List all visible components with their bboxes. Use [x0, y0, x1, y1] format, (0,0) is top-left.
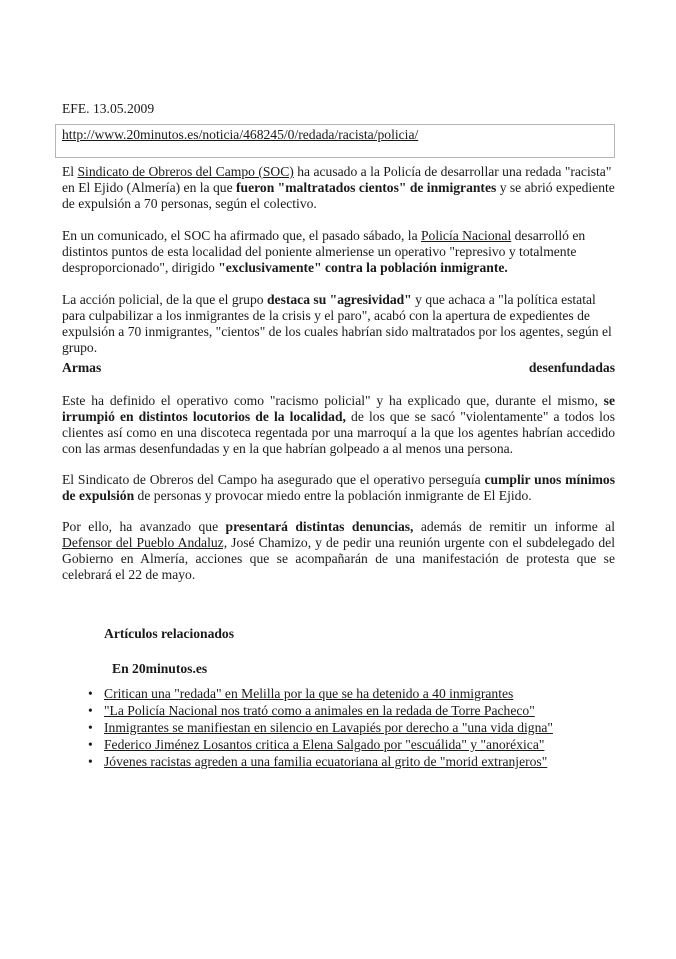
p5-text-2: de personas y provocar miedo entre la población inmigrante de El Ejido.: [134, 488, 532, 503]
paragraph-1: El Sindicato de Obreros del Campo (SOC) ha acusado a la Policía de desarrollar una redada "racista" en El Ejido (Almería) en la que fueron "maltratados cientos" de inmigrantes y se abrió expediente de expulsión a 70 personas, según el colectivo.: [62, 164, 615, 211]
soc-link[interactable]: Sindicato de Obreros del Campo (SOC): [77, 164, 294, 179]
list-item: [86, 703, 554, 720]
p6-text-1: Por ello, ha avanzado que: [62, 519, 226, 534]
p1-bold-1: fueron "maltratados cientos" de inmigrantes: [236, 180, 497, 195]
paragraph-2: [62, 228, 615, 276]
p6-text-2: además de remitir un informe al: [413, 519, 615, 534]
defensor-link[interactable]: Defensor del Pueblo Andaluz,: [62, 535, 228, 550]
p5-text-1: El Sindicato de Obreros del Campo ha asegurado que el operativo perseguía: [62, 472, 485, 487]
section-heading: [62, 360, 615, 376]
p2-text-2: desarrolló en distintos puntos de esta localidad del poniente almeriense un operativo "represivo y totalmente desproporcionado", dirigido: [62, 228, 586, 275]
paragraph-3: [62, 292, 615, 356]
related-link-1[interactable]: Critican una "redada" en Melilla por la que se ha detenido a 40 inmigrantes: [104, 686, 514, 701]
url-box: [55, 124, 615, 158]
p3-text-2: y que achaca a "la política estatal para culpabilizar a los inmigrantes de la crisis y el paro", acabó con la apertura de expedientes de expulsión a 70 inmigrantes, "cientos" de los cuales habrían sido maltratados por los agentes, según el grupo.: [62, 292, 612, 355]
paragraph-6: [62, 519, 615, 583]
list-item: [86, 737, 554, 754]
heading-left: Armas: [62, 360, 102, 375]
p4-text-1: Este ha definido el operativo como "racismo policial" y ha explicado que, durante el mismo,: [62, 393, 604, 408]
p6-text-3: José Chamizo, y de pedir una reunión urgente con el subdelegado del Gobierno en Almería, acciones que se acompañarán de una manifestación de protesta que se celebrará el 22 de mayo.: [62, 535, 615, 582]
p6-bold-1: presentará distintas denuncias,: [225, 519, 414, 534]
related-link-5[interactable]: Jóvenes racistas agreden a una familia ecuatoriana al grito de "morid extranjeros": [104, 754, 548, 769]
p1-text-1: ha acusado a la Policía de desarrollar una redada "racista" en El Ejido (Almería) en la que: [62, 164, 612, 195]
related-links-list: [86, 686, 554, 771]
related-link-4[interactable]: Federico Jiménez Losantos critica a Elena Salgado por "escuálida" y "anoréxica": [104, 737, 545, 752]
related-link-2[interactable]: "La Policía Nacional nos trató como a animales en la redada de Torre Pacheco": [104, 703, 535, 718]
p3-bold-1: destaca su "agresividad": [266, 292, 412, 307]
p4-text-2: de los que se sacó "violentamente" a todos los clientes así como en una discoteca regentada por una marroquí a la que los agentes habrían accedido con las armas desenfundadas y en la que habrían golpeado a al menos una persona.: [62, 409, 616, 456]
p5-bold-1: cumplir unos mínimos de expulsión: [62, 472, 616, 503]
heading-right: desenfundadas: [528, 360, 615, 375]
paragraph-5: [62, 472, 615, 504]
article-url-link[interactable]: http://www.20minutos.es/noticia/468245/0/redada/racista/policia/: [62, 127, 419, 142]
p4-bold-1: se irrumpió en distintos locutorios de la localidad,: [62, 393, 615, 424]
p1-text-2: y se abrió expediente de expulsión a 70 personas, según el colectivo.: [62, 180, 615, 211]
related-link-3[interactable]: Inmigrantes se manifiestan en silencio en Lavapiés por derecho a "una vida digna": [104, 720, 553, 735]
paragraph-4: [62, 393, 615, 457]
source-line: EFE. 13.05.2009: [62, 101, 155, 116]
list-item: [86, 686, 554, 703]
related-articles-title: Artículos relacionados: [104, 626, 235, 641]
p3-text-1: La acción policial, de la que el grupo: [62, 292, 267, 307]
policia-nacional-link[interactable]: Policía Nacional: [421, 228, 512, 243]
p2-bold-1: "exclusivamente" contra la población inmigrante.: [218, 260, 508, 275]
list-item: [86, 720, 554, 737]
related-source-title: En 20minutos.es: [112, 661, 208, 676]
list-item: [86, 754, 554, 771]
p2-text-1: En un comunicado, el SOC ha afirmado que, el pasado sábado, la: [62, 228, 421, 243]
